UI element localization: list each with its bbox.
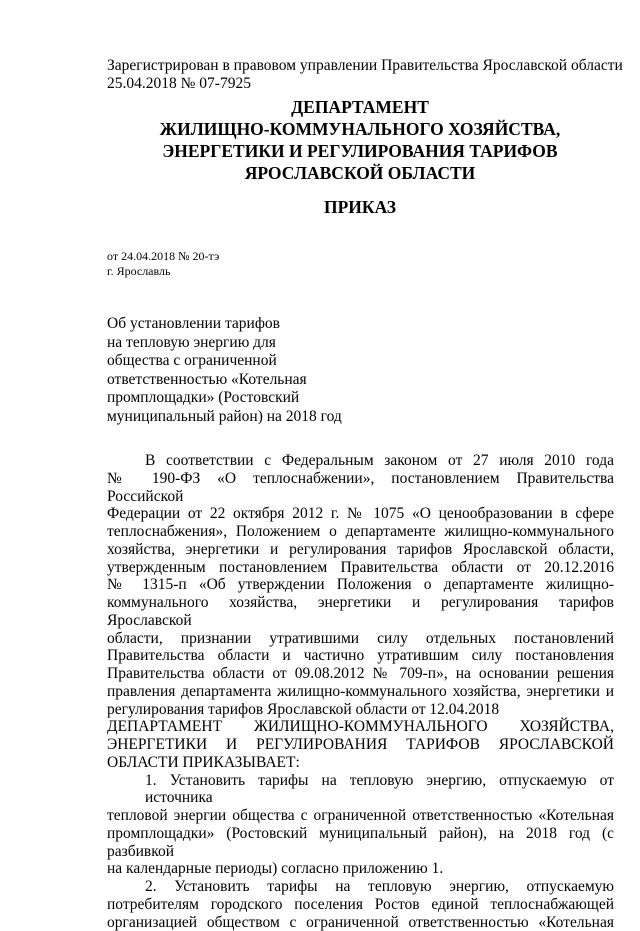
- department-header: [107, 96, 613, 184]
- text-line: тепловой энергии общества с ограниченной ответственностью «Котельная: [107, 807, 614, 825]
- text-line: Правительства области от 09.08.2012 № 709-п», на основании решения: [107, 665, 614, 683]
- text-line: Правительства области и частично утратившим силу постановления: [107, 647, 614, 665]
- date-number: от 24.04.2018 № 20-тэ: [107, 249, 407, 264]
- text-line: хозяйства, энергетики и регулирования тарифов Ярославской области,: [107, 541, 614, 559]
- text-line: ЭНЕРГЕТИКИ И РЕГУЛИРОВАНИЯ ТАРИФОВ ЯРОСЛАВСКОЙ: [107, 736, 614, 754]
- text-line: ДЕПАРТАМЕНТ ЖИЛИЩНО-КОММУНАЛЬНОГО ХОЗЯЙСТВА,: [107, 718, 614, 736]
- document-type-title: ПРИКАЗ: [107, 196, 613, 218]
- text-line: теплоснабжения», Положением о департаменте жилищно-коммунального: [107, 523, 614, 541]
- text-line: правления департамента жилищно-коммунального хозяйства, энергетики и: [107, 683, 614, 701]
- subject-line: ответственностью «Котельная: [107, 371, 347, 390]
- text-line: 2. Установить тарифы на тепловую энергию, отпускаемую: [107, 878, 614, 896]
- text-line: ОБЛАСТИ ПРИКАЗЫВАЕТ:: [107, 754, 614, 772]
- registration-line: Зарегистрирован в правовом управлении Правительства Ярославской области: [107, 57, 617, 75]
- text-line: регулирования тарифов Ярославской области от 12.04.2018: [107, 701, 614, 719]
- order-subject: [107, 315, 347, 427]
- registration-stamp: [107, 57, 617, 93]
- text-line: области, признании утратившими силу отдельных постановлений: [107, 630, 614, 648]
- text-line: коммунального хозяйства, энергетики и регулирования тарифов Ярославской: [107, 594, 614, 630]
- text-line: № 1315-п «Об утверждении Положения о департаменте жилищно-: [107, 576, 614, 594]
- header-line: ЭНЕРГЕТИКИ И РЕГУЛИРОВАНИЯ ТАРИФОВ: [107, 140, 613, 162]
- text-line: В соответствии с Федеральным законом от 27 июля 2010 года: [107, 452, 614, 470]
- text-line: № 190-ФЗ «О теплоснабжении», постановлением Правительства Российской: [107, 470, 614, 506]
- preamble-paragraph: [107, 452, 614, 718]
- subject-line: промплощадки» (Ростовский: [107, 389, 347, 408]
- subject-line: Об установлении тарифов: [107, 315, 347, 334]
- text-line: на календарные периоды) согласно приложению 1.: [107, 860, 614, 878]
- subject-line: общества с ограниченной: [107, 352, 347, 371]
- city: г. Ярославль: [107, 264, 407, 279]
- subject-line: муниципальный район) на 2018 год: [107, 408, 347, 427]
- text-line: организацией обществом с ограниченной ответственностью «Котельная: [107, 914, 614, 931]
- text-line: утвержденным постановлением Правительства области от 20.12.2016: [107, 559, 614, 577]
- header-line: ЖИЛИЩНО-КОММУНАЛЬНОГО ХОЗЯЙСТВА,: [107, 118, 613, 140]
- text-line: потребителям городского поселения Ростов единой теплоснабжающей: [107, 896, 614, 914]
- order-clause: [107, 718, 614, 771]
- document-meta: [107, 249, 407, 279]
- text-line: Федерации от 22 октября 2012 г. № 1075 «О ценообразовании в сфере: [107, 505, 614, 523]
- subject-line: на тепловую энергию для: [107, 334, 347, 353]
- text-line: промплощадки» (Ростовский муниципальный район), на 2018 год (с разбивкой: [107, 825, 614, 861]
- order-body: [107, 452, 614, 931]
- header-line: ЯРОСЛАВСКОЙ ОБЛАСТИ: [107, 162, 613, 184]
- text-line: 1. Установить тарифы на тепловую энергию, отпускаемую от источника: [107, 772, 614, 808]
- item-1: [107, 772, 614, 879]
- registration-number: 25.04.2018 № 07-7925: [107, 75, 617, 93]
- header-line: ДЕПАРТАМЕНТ: [107, 96, 613, 118]
